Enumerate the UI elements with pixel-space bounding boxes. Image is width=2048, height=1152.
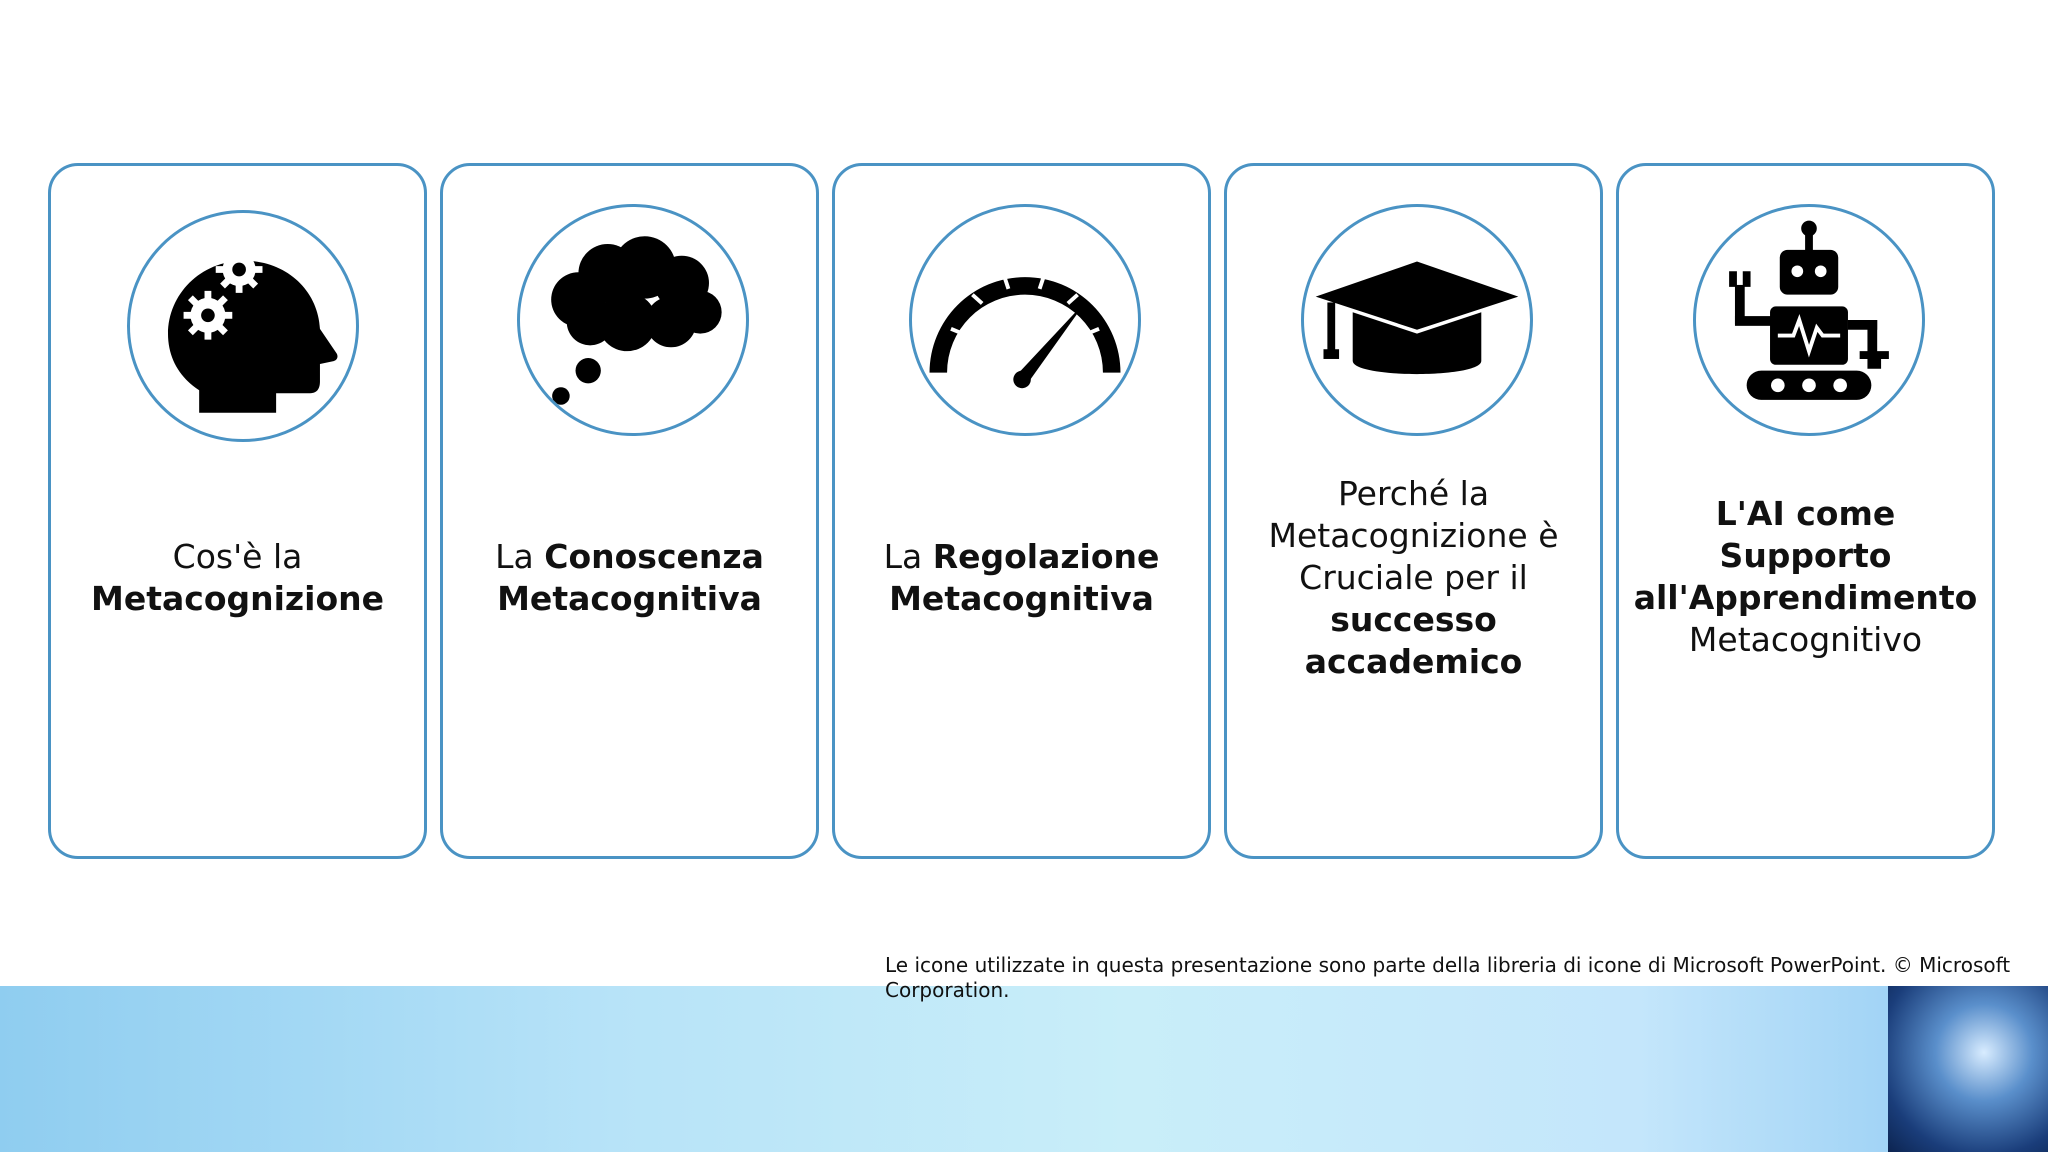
speedometer-icon [909, 204, 1141, 436]
card-title: La Regolazione Metacognitiva [883, 537, 1160, 618]
icon-credit-text: Le icone utilizzate in questa presentazione sono parte della libreria di icone di Microsoft PowerPoint. © Microsoft Corporation. [885, 953, 2011, 1002]
card-successo-accademico[interactable] [1224, 163, 1603, 859]
graduation-cap-icon [1301, 204, 1533, 436]
card-metacognizione[interactable] [48, 163, 427, 859]
card-title: L'AI come Supporto all'Apprendimento Metacognitivo [1633, 494, 1978, 659]
ai-face-image [1888, 986, 2048, 1152]
card-title: La Conoscenza Metacognitiva [495, 537, 764, 618]
card-title: Perché la Metacognizione è Cruciale per il successo accademico [1268, 474, 1559, 681]
head-gears-icon [127, 210, 359, 442]
footer-gradient-band [0, 986, 2048, 1152]
thought-bubble-icon [517, 204, 749, 436]
card-regolazione[interactable] [832, 163, 1211, 859]
card-title: Cos'è la Metacognizione [91, 537, 384, 618]
robot-icon [1693, 204, 1925, 436]
card-ai-supporto[interactable] [1616, 163, 1995, 859]
card-conoscenza[interactable] [440, 163, 819, 859]
